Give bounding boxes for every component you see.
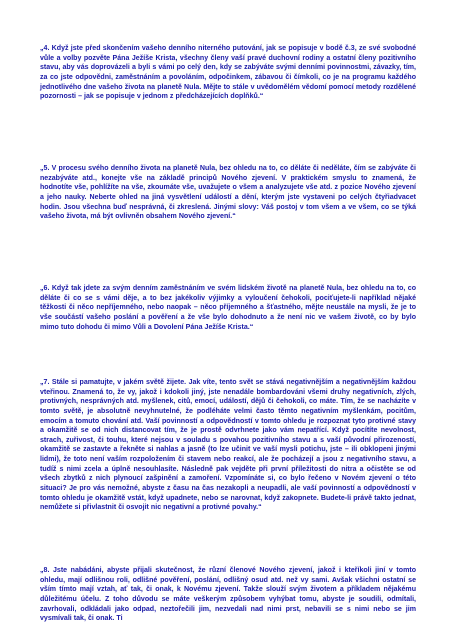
paragraph-point-6: „6. Když tak jdete za svým denním zaměstnáním ve svém lidském životě na planetě Nula, bez ohledu na to, co děláte či co se s vámi děje, a to bez jakékoliv výjimky a vyloučení čehokoli, pociťujete-li například nějaké těžkosti či něco nepříjemného, nebo naopak – něco příjemného a šťastného, mějte neustále na mysli, že je to vše součástí vašeho poslání a pověření a že vše bylo dohodnuto a že není nic ve vašem životě, co by bylo mimo tuto dohodu či mimo Vůli a Dovolení Pána Ježíše Krista.“ bbox=[40, 285, 416, 331]
paragraph-point-4: „4. Když jste před skončením vašeho denního niterného putování, jak se popisuje v bodě č.3, ze své svobodné vůle a volby pozvěte Pána Ježíše Krista, všechny členy vaší pravé duchovní rodiny a ostatní členy pozitivního stavu, aby vás doprovázeli a byli s vámi po celý den, kdy se zabýváte svými denními povinnostmi, závazky, tím, za co jste odpovědni, zaměstnáním a povoláním, odpočinkem, zábavou či čímkoli, co je na programu každého jednotlivého dne vašeho života na planetě Nula. Mějte to stále v uvědomělém vědomí pomocí metody rozdělené pozornosti – jak se popisuje v jednom z předcházejících doplňků.“ bbox=[40, 45, 416, 101]
paragraph-point-7: „7. Stále si pamatujte, v jakém světě žijete. Jak víte, tento svět se stává negativnějším a negativnějším každou vteřinou. Znamená to, že vy, jakož i kdokoli jiný, jste nenadále bombardováni všemi druhy negativních, zlých, protivných, nesprávných atd. myšlenek, citů, emocí, událostí, dějů či čehokoli, co máte. Tím, že se nacházíte v tomto světě, je absolutně nevyhnutelné, že podléháte velmi často těmto negativním myšlenkám, pocitům, emocím a tomuto chování atd. Vaší povinností a odpovědností v tomto ohledu je rozpoznat tyto protivné stavy a okamžitě se od nich distancovat tím, že je prostě odvrhnete jako vám nepatřící. Když pocítíte nevolnost, strach, zuřivost, či touhu, které nejsou v souladu s povahou pozitivního stavu a s vaší původní přirozeností, okamžitě se zastavte a řekněte si nahlas a jasně (to lze učinit ve vaší mysli potichu, jste – ili obklopeni jinými lidmi), že toto není vaším rozpoložením či stavem nebo reakcí, ale že pocházejí a jsou z negativního stavu, a tudíž s nimi zcela a úplně nesouhlasíte. Následně pak vejděte při první příležitosti do nitra a očistěte se od všech zbytků z nich plynoucí zašpinění a zamoření. Vzpomínáte si, co bylo řečeno v Novém zjevení o této situaci? Je pro vás nemožné, abyste z času na čas nezakopli a neupadli, ale vaší povinností a odpovědností v tomto ohledu je okamžitě vstát, když upadnete, nebo se narovnat, když zakopnete. Budete-li právě takto jednat, nemůžete si přivlastnit či osvojit nic negativní a protivné povahy.“ bbox=[40, 379, 416, 512]
paragraph-point-8: „8. Jste nabádáni, abyste přijali skutečnost, že různí členové Nového zjevení, jakož i kteříkoli jiní v tomto ohledu, mají odlišnou roli, odlišné pověření, poslání, odlišný osud atd. než vy sami. Avšak všichni ostatní se vším tímto mají vztah, ať tak, či onak, k Novému zjevení. Takže slouží svým životem a příkladem nějakému důležitému účelu. Z toho důvodu se máte veškerým způsobem vyhýbat tomu, abyste je soudili, odmítali, zavrhovali, odkládali jako odpad, neztořečili jim, nezvedali nad nimi prst, nebavili se s nimi nebo se jim vysmívali tak, či onak. Ti bbox=[40, 567, 416, 623]
paragraph-point-5: „5. V procesu svého denního života na planetě Nula, bez ohledu na to, co děláte či neděláte, čím se zabýváte či nezabýváte atd., konejte vše na základě principů Nového zjevení. V praktickém smyslu to znamená, že hodnotíte vše, pohlížíte na vše, zkoumáte vše, uvažujete o všem a analyzujete vše atd. z pozice Nového zjevení a jeho nauky. Neberte ohled na jiná vysvětlení událostí a dění, kterým jste vystaveni po celých čtyřiadvacet hodin. Jsou všechna buď nesprávná, či zkreslená. Jinými slovy: Váš postoj v tom všem a ve všem, co se týká vašeho života, má být ovlivněn obsahem Nového zjevení.“ bbox=[40, 165, 416, 221]
